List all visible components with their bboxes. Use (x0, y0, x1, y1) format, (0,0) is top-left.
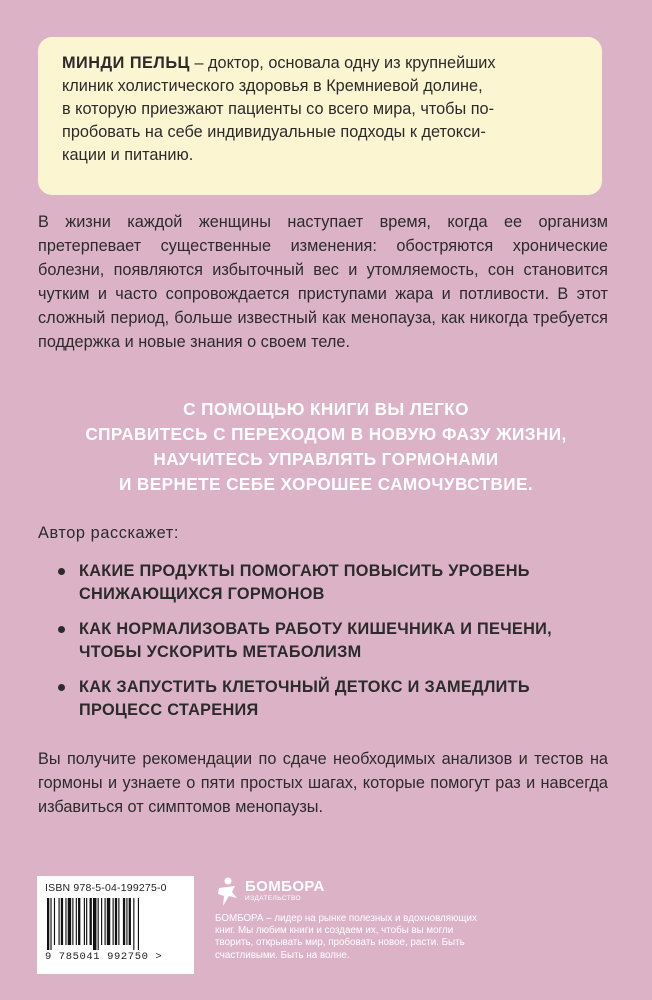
bullet-text (79, 676, 612, 721)
barcode-icon (45, 898, 186, 950)
barcode-bar (76, 898, 77, 945)
barcode-bar (47, 898, 49, 950)
author-tells-heading: Автор расскажет: (38, 524, 179, 542)
bullet-text (79, 618, 612, 663)
barcode-bar (98, 898, 99, 950)
outro-paragraph: Вы получите рекомендации по сдаче необходимых анализов и тестов на гормоны и узнаете о пяти простых шагах, которые помогут раз и навсегда избавиться от симптомов менопаузы. (38, 750, 608, 816)
bullet-item (52, 676, 612, 721)
highlight-line: С ПОМОЩЬЮ КНИГИ ВЫ ЛЕГКО (183, 399, 469, 419)
bullet-text-line: КАК НОРМАЛИЗОВАТЬ РАБОТУ КИШЕЧНИКА И ПЕЧЕНИ, (79, 620, 552, 638)
barcode-bar (68, 898, 71, 945)
barcode-bar (115, 898, 117, 945)
bullet-text-line: ПРОЦЕСС СТАРЕНИЯ (79, 700, 259, 719)
barcode-bar (84, 898, 85, 945)
barcode-bar (105, 898, 106, 945)
author-bio-line-4: пробовать на себе индивидуальные подходы к детокси- (62, 123, 486, 141)
author-bio-line-1 (62, 52, 584, 75)
publisher-logo-name: БОМБОРА (245, 878, 325, 895)
barcode-bar (86, 898, 87, 945)
author-bio-line-3: в которую приезжают пациенты со всего мира, чтобы по- (62, 100, 495, 118)
isbn-label: ISBN 978-5-04-199275-0 (45, 882, 167, 894)
bullet-item (52, 560, 612, 605)
barcode-bar (126, 898, 127, 945)
barcode-bar (54, 898, 55, 945)
barcode-bar (113, 898, 114, 945)
barcode-bar (138, 898, 139, 950)
bullet-dot-icon (58, 684, 65, 691)
barcode-bar (65, 898, 66, 945)
barcode-bar (72, 898, 73, 945)
barcode-bar (61, 898, 63, 945)
author-name: МИНДИ ПЕЛЬЦ (62, 54, 190, 72)
bullet-dot-icon (58, 568, 65, 575)
publisher-logo (215, 876, 375, 908)
bullet-text-line: ЧТОБЫ УСКОРИТЬ МЕТАБОЛИЗМ (79, 642, 362, 661)
publisher-logo-icon (215, 876, 241, 908)
barcode-bar (118, 898, 119, 945)
highlight-line: СПРАВИТЕСЬ С ПЕРЕХОДОМ В НОВУЮ ФАЗУ ЖИЗНИ, (85, 424, 567, 444)
bullet-item (52, 618, 612, 663)
barcode-bar (90, 898, 92, 945)
barcode-bar (129, 898, 131, 945)
barcode-bar (107, 898, 110, 945)
barcode-digits: 9 785041 992750 > (45, 951, 163, 963)
bullet-dot-icon (58, 626, 65, 633)
isbn-barcode-box (37, 876, 194, 974)
barcode-bar (123, 898, 125, 945)
highlight-line: И ВЕРНЕТЕ СЕБЕ ХОРОШЕЕ САМОЧУВСТВИЕ. (118, 474, 534, 494)
bullet-text (79, 560, 612, 605)
bullet-text-line: КАКИЕ ПРОДУКТЫ ПОМОГАЮТ ПОВЫСИТЬ УРОВЕНЬ (79, 562, 530, 580)
bullet-text-line: СНИЖАЮЩИХСЯ ГОРМОНОВ (79, 584, 325, 603)
barcode-bar (133, 898, 134, 950)
intro-paragraph: В жизни каждой женщины наступает время, когда ее организм претерпевает существенные изменения: обостряются хронические болезни, появляются избыточный вес и утомляемость, сон становится чутким и часто сопровождается приступами жара и потливости. В этот сложный период, больше известный как менопауза, как никогда требуется поддержка и новые знания о своем теле. (38, 213, 608, 351)
barcode-bar (101, 898, 102, 945)
barcode-bar (50, 898, 51, 950)
author-bio-line-2: клиник холистического здоровья в Кремниевой долине, (62, 77, 483, 95)
highlight-line: НАУЧИТЕСЬ УПРАВЛЯТЬ ГОРМОНАМИ (153, 449, 499, 469)
author-bio-line-1-text: – доктор, основала одну из крупнейших (189, 54, 496, 72)
highlight-callout (30, 397, 622, 497)
publisher-description: БОМБОРА – лидер на рынке полезных и вдохновляющих книг. Мы любим книги и создаем их, чтобы вы могли творить, открывать мир, пробовать новое, расти. Быть счастливыми. Быть на волне. (215, 913, 477, 961)
barcode-bar (93, 898, 96, 950)
author-bio-box (38, 37, 602, 195)
barcode-bar (59, 898, 60, 945)
barcode-bar (78, 898, 80, 945)
bullet-list (52, 560, 612, 734)
publisher-logo-subtitle: ИЗДАТЕЛЬСТВО (245, 895, 301, 902)
bullet-text-line: КАК ЗАПУСТИТЬ КЛЕТОЧНЫЙ ДЕТОКС И ЗАМЕДЛИТЬ (79, 678, 530, 696)
author-bio-line-5: кации и питанию. (62, 146, 194, 164)
